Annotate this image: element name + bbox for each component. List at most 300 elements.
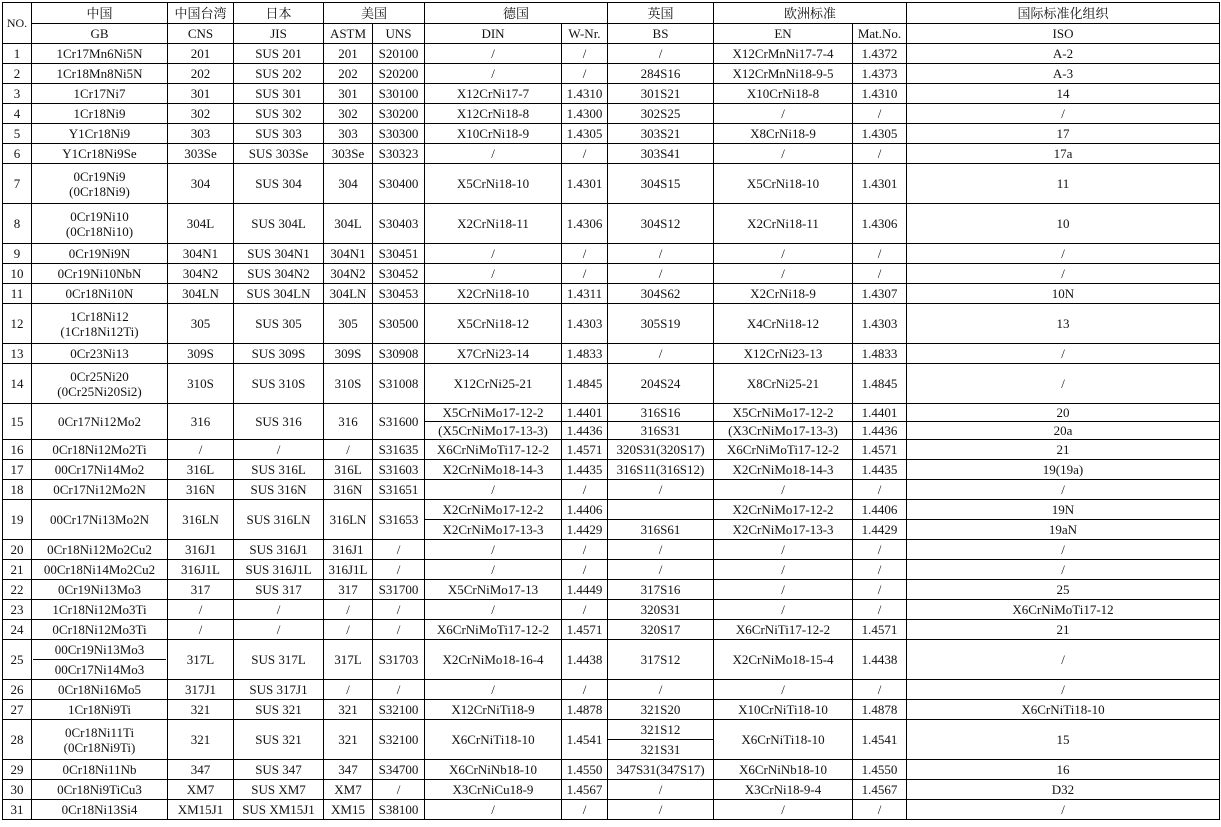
cell-iso: X6CrNiMoTi17-12 [907, 600, 1220, 620]
cell-wnr: / [562, 64, 608, 84]
cell-en: X3CrNi18-9-4 [714, 780, 853, 800]
cell-din: / [425, 560, 562, 580]
cell-uns: S30100 [373, 84, 425, 104]
gb-grade: 1Cr17Ni7 [73, 86, 126, 101]
cell-mat: / [853, 540, 907, 560]
table-row [3, 264, 1220, 284]
cell-gb [32, 364, 168, 404]
cell-gb [32, 480, 168, 500]
cell-cns: 321 [168, 720, 234, 760]
cell-astm: 303Se [324, 144, 373, 164]
header-standard-wnr: W-Nr. [562, 24, 608, 44]
cell-bs [608, 500, 714, 520]
table-row [3, 284, 1220, 304]
cell-gb [32, 244, 168, 264]
cell-wnr: 1.4303 [562, 304, 608, 344]
cell-din: X2CrNiMo18-16-4 [425, 640, 562, 680]
cell-uns: S38100 [373, 800, 425, 820]
cell-iso: 19aN [907, 520, 1220, 540]
gb-grade: 0Cr17Ni12Mo2 [57, 414, 142, 429]
cell-no: 22 [3, 580, 32, 600]
stainless-steel-grade-comparison-table [2, 2, 1220, 820]
cell-mat: 1.4305 [853, 124, 907, 144]
cell-uns: / [373, 540, 425, 560]
cell-no: 3 [3, 84, 32, 104]
cell-din: / [425, 144, 562, 164]
gb-grade: 1Cr18Ni12Mo3Ti [52, 602, 147, 617]
cell-iso: 21 [907, 620, 1220, 640]
cell-din: (X5CrNiMo17-13-3) [425, 422, 562, 440]
cell-no: 29 [3, 760, 32, 780]
cell-gb [32, 84, 168, 104]
cell-uns: / [373, 620, 425, 640]
table-row [3, 404, 1220, 422]
cell-cns: 304N1 [168, 244, 234, 264]
gb-grade: 0Cr19Ni10 [70, 208, 129, 224]
cell-din: X12CrNi17-7 [425, 84, 562, 104]
header-country-uk: 英国 [608, 3, 714, 24]
header-country-taiwan: 中国台湾 [168, 3, 234, 24]
cell-bs: 304S15 [608, 164, 714, 204]
cell-cns: / [168, 600, 234, 620]
table-row [3, 244, 1220, 264]
cell-en: X10CrNiTi18-10 [714, 700, 853, 720]
cell-en: / [714, 480, 853, 500]
gb-grade: 00Cr17Ni13Mo2N [50, 512, 149, 527]
cell-bs: 317S16 [608, 580, 714, 600]
gb-grade: 0Cr17Ni12Mo2N [53, 482, 146, 497]
table-row [3, 500, 1220, 520]
cell-iso: 21 [907, 440, 1220, 460]
table-row [3, 124, 1220, 144]
table-row [3, 620, 1220, 640]
cell-cns: 316J1 [168, 540, 234, 560]
cell-din: X6CrNiNb18-10 [425, 760, 562, 780]
cell-iso: / [907, 680, 1220, 700]
cell-en: / [714, 104, 853, 124]
gb-grade: 0Cr18Ni12Mo3Ti [52, 622, 147, 637]
cell-mat: 1.4571 [853, 440, 907, 460]
cell-cns: XM15J1 [168, 800, 234, 820]
gb-grade: 0Cr18Ni16Mo5 [57, 682, 142, 697]
table-row [3, 64, 1220, 84]
cell-en: X6CrNiTi18-10 [714, 720, 853, 760]
cell-iso: 15 [907, 720, 1220, 760]
cell-jis: SUS 347 [234, 760, 324, 780]
header-standard-din: DIN [425, 24, 562, 44]
cell-astm: XM7 [324, 780, 373, 800]
cell-jis: SUS 316 [234, 404, 324, 440]
cell-no: 28 [3, 720, 32, 760]
gb-grade: 1Cr18Mn8Ni5N [56, 66, 143, 81]
header-standard-gb: GB [32, 24, 168, 44]
cell-astm: 316J1 [324, 540, 373, 560]
cell-no: 12 [3, 304, 32, 344]
cell-bs: 301S21 [608, 84, 714, 104]
cell-no: 21 [3, 560, 32, 580]
cell-uns: / [373, 780, 425, 800]
header-country-europe: 欧洲标准 [714, 3, 907, 24]
cell-wnr: 1.4541 [562, 720, 608, 760]
cell-mat: 1.4401 [853, 404, 907, 422]
cell-mat: 1.4878 [853, 700, 907, 720]
cell-din: / [425, 800, 562, 820]
cell-din: X5CrNi18-10 [425, 164, 562, 204]
cell-wnr: 1.4300 [562, 104, 608, 124]
cell-mat: / [853, 264, 907, 284]
cell-din: X10CrNi18-9 [425, 124, 562, 144]
cell-din: X2CrNiMo17-13-3 [425, 520, 562, 540]
cell-en: X2CrNiMo18-15-4 [714, 640, 853, 680]
cell-no: 31 [3, 800, 32, 820]
cell-din: X12CrNi25-21 [425, 364, 562, 404]
cell-no: 11 [3, 284, 32, 304]
cell-en: X2CrNi18-9 [714, 284, 853, 304]
cell-gb [32, 144, 168, 164]
cell-cns: 304LN [168, 284, 234, 304]
cell-wnr: / [562, 800, 608, 820]
cell-uns: S31703 [373, 640, 425, 680]
cell-bs: 303S41 [608, 144, 714, 164]
cell-cns: XM7 [168, 780, 234, 800]
cell-astm: 305 [324, 304, 373, 344]
cell-astm: 304LN [324, 284, 373, 304]
cell-cns: 317 [168, 580, 234, 600]
cell-mat: 1.4435 [853, 460, 907, 480]
cell-gb [32, 620, 168, 640]
cell-astm: 317 [324, 580, 373, 600]
cell-cns: 317J1 [168, 680, 234, 700]
gb-grade: 0Cr19Ni13Mo3 [57, 582, 142, 597]
cell-wnr: 1.4571 [562, 620, 608, 640]
cell-gb [32, 700, 168, 720]
cell-bs: 321S12 [608, 720, 714, 740]
cell-en: X8CrNi25-21 [714, 364, 853, 404]
cell-no: 19 [3, 500, 32, 540]
table-row [3, 800, 1220, 820]
cell-mat: / [853, 580, 907, 600]
header-country-germany: 德国 [425, 3, 608, 24]
cell-mat: 1.4372 [853, 44, 907, 64]
cell-bs: 303S21 [608, 124, 714, 144]
table-row [3, 304, 1220, 344]
cell-gb [32, 580, 168, 600]
cell-wnr: 1.4301 [562, 164, 608, 204]
cell-gb [32, 540, 168, 560]
cell-gb [32, 800, 168, 820]
header-country-iso: 国际标准化组织 [907, 3, 1220, 24]
cell-iso: / [907, 480, 1220, 500]
cell-bs: 321S20 [608, 700, 714, 720]
cell-iso: / [907, 104, 1220, 124]
cell-astm: 304N1 [324, 244, 373, 264]
cell-uns: S20100 [373, 44, 425, 64]
cell-no: 30 [3, 780, 32, 800]
cell-astm: / [324, 680, 373, 700]
cell-mat: 1.4429 [853, 520, 907, 540]
cell-bs: / [608, 540, 714, 560]
cell-din: / [425, 64, 562, 84]
gb-grade: 00Cr18Ni14Mo2Cu2 [43, 562, 156, 577]
cell-no: 4 [3, 104, 32, 124]
cell-mat: / [853, 144, 907, 164]
cell-bs: 305S19 [608, 304, 714, 344]
cell-uns: S31651 [373, 480, 425, 500]
cell-wnr: / [562, 600, 608, 620]
cell-din: / [425, 600, 562, 620]
cell-wnr: / [562, 44, 608, 64]
cell-gb [32, 600, 168, 620]
table-row [3, 44, 1220, 64]
cell-bs: 302S25 [608, 104, 714, 124]
cell-gb [32, 680, 168, 700]
table-row [3, 204, 1220, 244]
cell-en: / [714, 560, 853, 580]
gb-grade-alt: (0Cr18Ni9) [69, 183, 130, 199]
table-row [3, 700, 1220, 720]
gb-grade: 00Cr19Ni13Mo3 [54, 642, 145, 657]
cell-gb [32, 64, 168, 84]
cell-no: 2 [3, 64, 32, 84]
cell-bs: / [608, 244, 714, 264]
cell-astm: 201 [324, 44, 373, 64]
cell-astm: 301 [324, 84, 373, 104]
cell-wnr: 1.4311 [562, 284, 608, 304]
cell-cns: 304 [168, 164, 234, 204]
cell-no: 20 [3, 540, 32, 560]
cell-uns: S31700 [373, 580, 425, 600]
gb-grade: 00Cr17Ni14Mo2 [54, 462, 145, 477]
cell-en: / [714, 264, 853, 284]
cell-uns: S32100 [373, 700, 425, 720]
gb-grade: 0Cr18Ni9TiCu3 [57, 782, 142, 797]
cell-wnr: 1.4306 [562, 204, 608, 244]
cell-astm: / [324, 620, 373, 640]
cell-iso: / [907, 364, 1220, 404]
table-row [3, 600, 1220, 620]
cell-jis: SUS 304N1 [234, 244, 324, 264]
cell-bs: 320S17 [608, 620, 714, 640]
cell-en: X10CrNi18-8 [714, 84, 853, 104]
cell-bs: 347S31(347S17) [608, 760, 714, 780]
cell-cns: 316J1L [168, 560, 234, 580]
cell-astm: 304L [324, 204, 373, 244]
cell-din: X5CrNi18-12 [425, 304, 562, 344]
cell-jis: SUS 303 [234, 124, 324, 144]
cell-wnr: / [562, 480, 608, 500]
cell-cns: 316 [168, 404, 234, 440]
cell-uns: S31653 [373, 500, 425, 540]
cell-gb [32, 124, 168, 144]
cell-jis: SUS 316J1L [234, 560, 324, 580]
cell-gb [32, 264, 168, 284]
cell-iso: 13 [907, 304, 1220, 344]
cell-din: X6CrNiTi18-10 [425, 720, 562, 760]
cell-gb [32, 640, 168, 680]
cell-mat: / [853, 480, 907, 500]
cell-gb [32, 500, 168, 540]
cell-astm: / [324, 440, 373, 460]
cell-jis: SUS 309S [234, 344, 324, 364]
cell-iso: A-3 [907, 64, 1220, 84]
cell-astm: 316LN [324, 500, 373, 540]
cell-astm: / [324, 600, 373, 620]
gb-grade: 0Cr18Ni11Ti [64, 724, 135, 740]
cell-no: 15 [3, 404, 32, 440]
cell-wnr: / [562, 264, 608, 284]
cell-iso: / [907, 640, 1220, 680]
cell-no: 27 [3, 700, 32, 720]
header-standard-cns: CNS [168, 24, 234, 44]
cell-astm: 316N [324, 480, 373, 500]
cell-bs: 320S31(320S17) [608, 440, 714, 460]
cell-wnr: 1.4550 [562, 760, 608, 780]
cell-gb [32, 440, 168, 460]
cell-iso: 16 [907, 760, 1220, 780]
cell-mat: 1.4438 [853, 640, 907, 680]
cell-jis: SUS 303Se [234, 144, 324, 164]
cell-gb [32, 460, 168, 480]
cell-jis: / [234, 600, 324, 620]
cell-din: / [425, 480, 562, 500]
cell-uns: / [373, 680, 425, 700]
cell-no: 23 [3, 600, 32, 620]
cell-jis: / [234, 620, 324, 640]
cell-en: X12CrMnNi18-9-5 [714, 64, 853, 84]
gb-grade: Y1Cr18Ni9 [68, 126, 131, 141]
cell-no: 14 [3, 364, 32, 404]
header-standard-astm: ASTM [324, 24, 373, 44]
cell-bs: / [608, 780, 714, 800]
cell-iso: 19N [907, 500, 1220, 520]
cell-no: 10 [3, 264, 32, 284]
cell-no: 16 [3, 440, 32, 460]
cell-astm: 309S [324, 344, 373, 364]
cell-astm: 302 [324, 104, 373, 124]
cell-jis: SUS 304N2 [234, 264, 324, 284]
cell-uns: S30452 [373, 264, 425, 284]
cell-en: X8CrNi18-9 [714, 124, 853, 144]
cell-no: 26 [3, 680, 32, 700]
cell-no: 6 [3, 144, 32, 164]
cell-uns: / [373, 560, 425, 580]
cell-uns: / [373, 600, 425, 620]
cell-astm: 202 [324, 64, 373, 84]
cell-en: X2CrNiMo17-13-3 [714, 520, 853, 540]
cell-uns: S30400 [373, 164, 425, 204]
gb-grade: 0Cr18Ni12Mo2Cu2 [47, 542, 152, 557]
cell-jis: SUS 304LN [234, 284, 324, 304]
cell-mat: 1.4541 [853, 720, 907, 760]
cell-iso: 11 [907, 164, 1220, 204]
cell-uns: S30403 [373, 204, 425, 244]
cell-en: X12CrMnNi17-7-4 [714, 44, 853, 64]
cell-wnr: 1.4310 [562, 84, 608, 104]
cell-iso: X6CrNiTi18-10 [907, 700, 1220, 720]
cell-wnr: / [562, 560, 608, 580]
cell-bs: / [608, 44, 714, 64]
cell-din: X2CrNiMo17-12-2 [425, 500, 562, 520]
cell-din: / [425, 244, 562, 264]
cell-uns: S31008 [373, 364, 425, 404]
cell-en: / [714, 244, 853, 264]
cell-jis: SUS 304 [234, 164, 324, 204]
header-standard-matno: Mat.No. [853, 24, 907, 44]
cell-wnr: 1.4406 [562, 500, 608, 520]
gb-grade: 0Cr18Ni10N [65, 286, 134, 301]
cell-en: X12CrNi23-13 [714, 344, 853, 364]
cell-en: (X3CrNiMo17-13-3) [714, 422, 853, 440]
cell-mat: / [853, 680, 907, 700]
header-standard-jis: JIS [234, 24, 324, 44]
cell-wnr: 1.4845 [562, 364, 608, 404]
cell-astm: 316J1L [324, 560, 373, 580]
cell-din: / [425, 540, 562, 560]
cell-wnr: 1.4436 [562, 422, 608, 440]
cell-gb [32, 104, 168, 124]
cell-cns: 304L [168, 204, 234, 244]
cell-uns: S30908 [373, 344, 425, 364]
cell-wnr: / [562, 540, 608, 560]
cell-astm: 304 [324, 164, 373, 204]
cell-en: X2CrNi18-11 [714, 204, 853, 244]
cell-jis: / [234, 440, 324, 460]
cell-gb [32, 720, 168, 760]
cell-cns: 316N [168, 480, 234, 500]
table-row [3, 540, 1220, 560]
cell-mat: 1.4306 [853, 204, 907, 244]
cell-cns: 202 [168, 64, 234, 84]
cell-en: / [714, 580, 853, 600]
cell-gb [32, 44, 168, 64]
cell-mat: 1.4303 [853, 304, 907, 344]
table-row [3, 560, 1220, 580]
cell-uns: S30451 [373, 244, 425, 264]
cell-cns: 317L [168, 640, 234, 680]
cell-din: X6CrNiMoTi17-12-2 [425, 440, 562, 460]
table-row [3, 440, 1220, 460]
cell-no: 13 [3, 344, 32, 364]
gb-grade-alt: (0Cr25Ni20Si2) [57, 383, 142, 399]
cell-gb [32, 780, 168, 800]
cell-bs: / [608, 264, 714, 284]
cell-en: / [714, 800, 853, 820]
cell-bs: 321S31 [608, 740, 714, 760]
cell-en: / [714, 600, 853, 620]
cell-iso: 17a [907, 144, 1220, 164]
gb-grade: 0Cr23Ni13 [70, 346, 129, 361]
cell-gb [32, 304, 168, 344]
cell-cns: 310S [168, 364, 234, 404]
cell-wnr: 1.4833 [562, 344, 608, 364]
table-row [3, 680, 1220, 700]
gb-grade: 0Cr25Ni20 [70, 368, 129, 384]
cell-iso: D32 [907, 780, 1220, 800]
header-standard-uns: UNS [373, 24, 425, 44]
cell-wnr: 1.4438 [562, 640, 608, 680]
cell-astm: 316L [324, 460, 373, 480]
cell-wnr: 1.4449 [562, 580, 608, 600]
cell-jis: SUS 317 [234, 580, 324, 600]
header-country-china: 中国 [32, 3, 168, 24]
cell-iso: / [907, 540, 1220, 560]
cell-cns: 303Se [168, 144, 234, 164]
cell-mat: 1.4833 [853, 344, 907, 364]
cell-wnr: 1.4401 [562, 404, 608, 422]
cell-gb [32, 404, 168, 440]
cell-en: X5CrNi18-10 [714, 164, 853, 204]
cell-uns: S30500 [373, 304, 425, 344]
